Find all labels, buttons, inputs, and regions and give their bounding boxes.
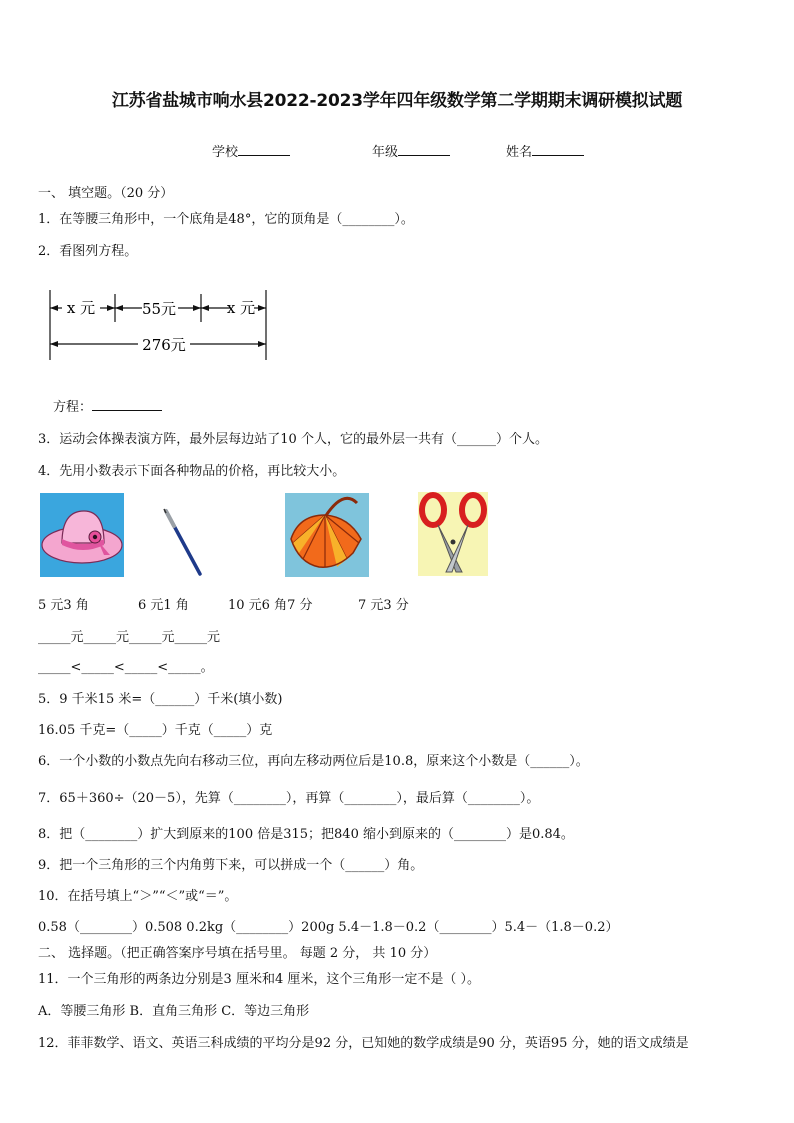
question-10: 10．在括号填上“＞”“＜”或“＝”。 xyxy=(38,889,238,904)
name-blank[interactable] xyxy=(532,143,584,156)
name-label: 姓名 xyxy=(506,145,533,160)
segment-x-right: x 元 xyxy=(226,299,256,317)
question-9: 9．把一个三角形的三个内角剪下来，可以拼成一个（______）角。 xyxy=(38,858,424,873)
question-6: 6．一个小数的小数点先向右移动三位，再向左移动两位后是10.8，原来这个小数是（______）。 xyxy=(38,754,589,769)
question-11-options: A．等腰三角形 B．直角三角形 C．等边三角形 xyxy=(38,1004,310,1019)
grade-blank[interactable] xyxy=(398,143,450,156)
equation-blank[interactable] xyxy=(92,398,162,411)
school-label: 学校 xyxy=(212,145,239,160)
grade-label: 年级 xyxy=(372,145,399,160)
question-1: 1．在等腰三角形中，一个底角是48°，它的顶角是（________）。 xyxy=(38,212,414,227)
decimal-answer-line[interactable]: _____元_____元_____元_____元 xyxy=(38,630,221,645)
section-1-heading: 一、 填空题。（20 分） xyxy=(38,186,174,201)
grade-field[interactable] xyxy=(372,141,450,160)
segment-x-left: x 元 xyxy=(66,299,96,317)
segment-total: 276元 xyxy=(142,336,186,354)
price-hat: 5 元3 角 xyxy=(38,598,89,613)
equation-row xyxy=(53,396,162,415)
segment-55: 55元 xyxy=(141,300,177,318)
question-11: 11．一个三角形的两条边分别是3 厘米和4 厘米，这个三角形一定不是（ ）。 xyxy=(38,972,480,987)
question-5a: 5．9 千米15 米=（______）千米(填小数) xyxy=(38,692,283,707)
umbrella-image xyxy=(285,493,369,577)
hat-image xyxy=(40,493,124,577)
question-4: 4．先用小数表示下面各种物品的价格，再比较大小。 xyxy=(38,464,346,479)
price-umbrella: 10 元6 角7 分 xyxy=(228,598,313,613)
equation-label: 方程： xyxy=(53,400,93,415)
price-scissors: 7 元3 分 xyxy=(358,598,409,613)
question-8: 8．把（________）扩大到原来的100 倍是315；把840 缩小到原来的（________）是0.84。 xyxy=(38,827,574,842)
page-title: 江苏省盐城市响水县2022-2023学年四年级数学第二学期期末调研模拟试题 xyxy=(111,91,683,111)
pen-image xyxy=(160,508,206,578)
question-7: 7．65＋360÷（20－5），先算（________），再算（________），最后算（________）。 xyxy=(38,791,540,806)
school-blank[interactable] xyxy=(238,143,290,156)
scissors-image xyxy=(418,492,488,576)
name-field[interactable] xyxy=(506,141,584,160)
question-3: 3．运动会体操表演方阵，最外层每边站了10 个人，它的最外层一共有（______）个人。 xyxy=(38,432,548,447)
school-field[interactable] xyxy=(212,141,290,160)
comparison-answer-line[interactable]: _____<_____<_____<_____。 xyxy=(38,660,214,675)
price-pen: 6 元1 角 xyxy=(138,598,189,613)
section-2-heading: 二、 选择题。（把正确答案序号填在括号里。 每题 2 分， 共 10 分） xyxy=(38,946,437,961)
question-2: 2．看图列方程。 xyxy=(38,244,138,259)
question-10-items: 0.58（________）0.508 0.2kg（________）200g 5.4－1.8－0.2（________）5.4－（1.8－0.2） xyxy=(38,920,619,935)
question-5b: 16.05 千克=（_____）千克（_____）克 xyxy=(38,723,273,738)
segment-diagram xyxy=(44,288,274,362)
question-12: 12．菲菲数学、语文、英语三科成绩的平均分是92 分，已知她的数学成绩是90 分，英语95 分，她的语文成绩是 xyxy=(38,1036,689,1051)
